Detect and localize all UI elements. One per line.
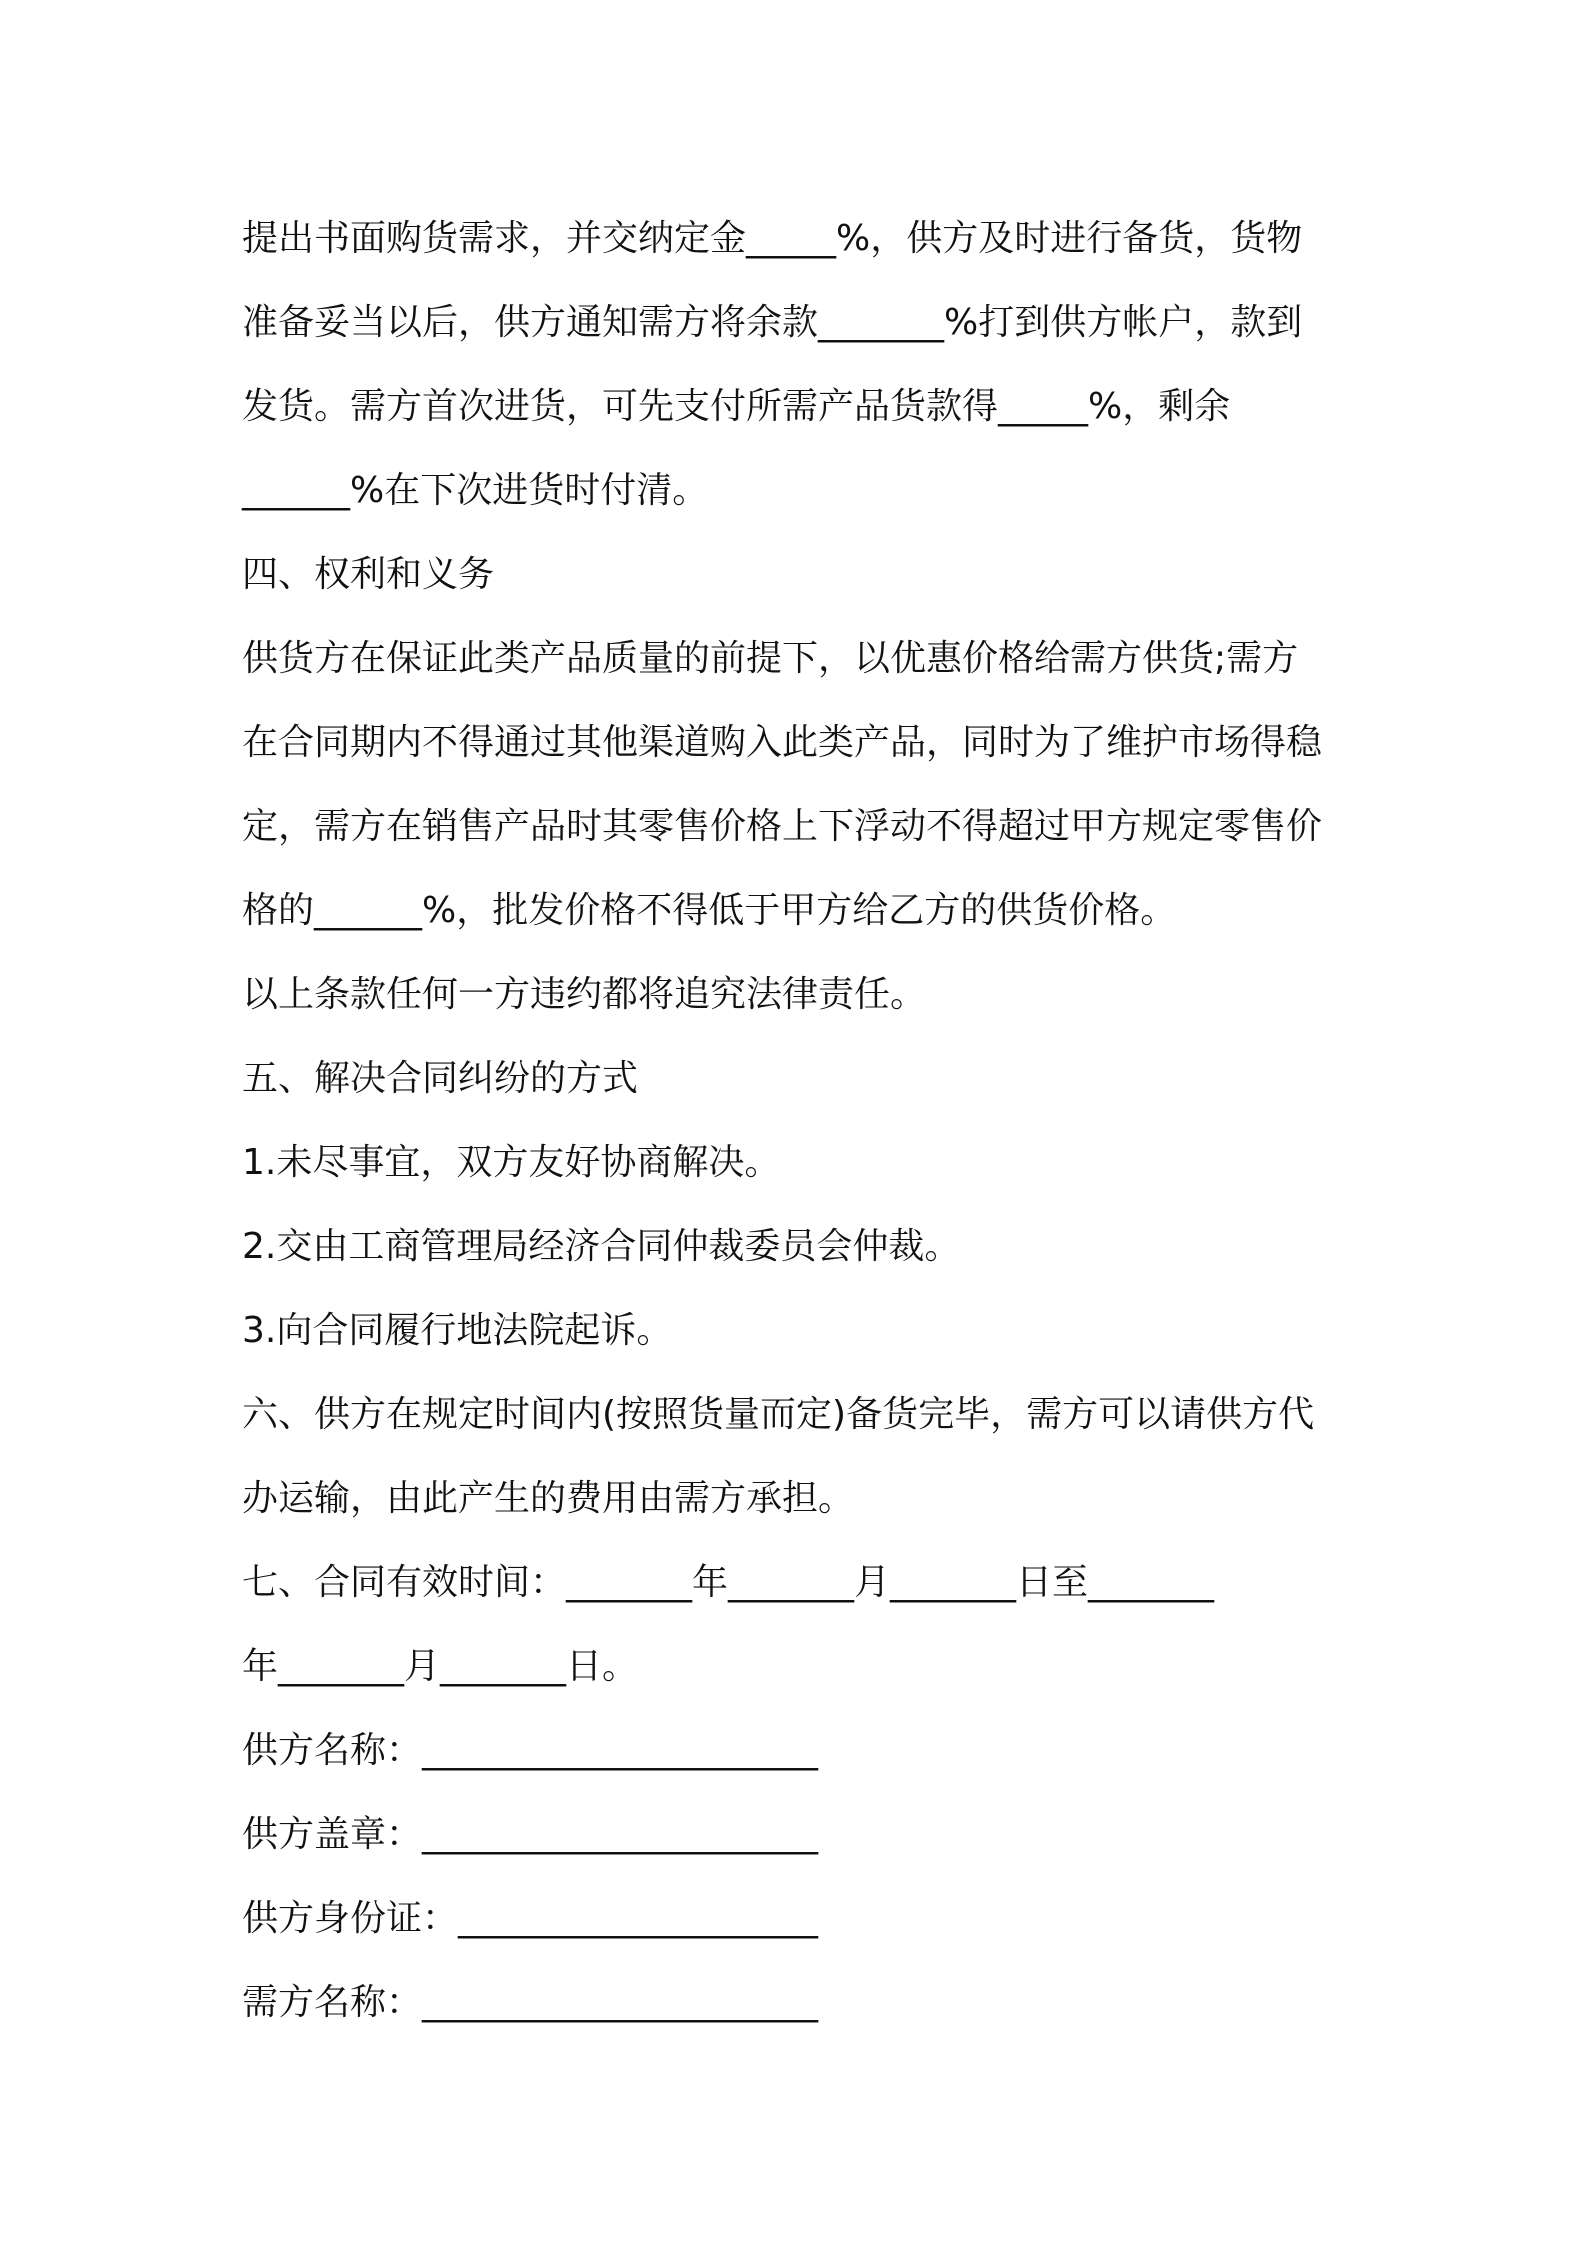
paragraph-line: 格的______%，批发价格不得低于甲方给乙方的供货价格。 [242, 890, 1177, 931]
section-heading-transport: 六、供方在规定时间内(按照货量而定)备货完毕，需方可以请供方代 [242, 1394, 1315, 1435]
list-item: 3.向合同履行地法院起诉。 [242, 1310, 673, 1351]
paragraph-line: ______%在下次进货时付清。 [242, 470, 709, 511]
paragraph-line: 定，需方在销售产品时其零售价格上下浮动不得超过甲方规定零售价 [242, 806, 1323, 847]
paragraph-line: 发货。需方首次进货，可先支付所需产品货款得_____%，剩余 [242, 386, 1231, 427]
signature-field-supplier-name: 供方名称：______________________ [242, 1730, 819, 1771]
signature-field-supplier-seal: 供方盖章：______________________ [242, 1814, 819, 1855]
paragraph-line: 以上条款任何一方违约都将追究法律责任。 [242, 974, 927, 1015]
document-body [242, 197, 1352, 2045]
paragraph-line: 年_______月_______日。 [242, 1646, 639, 1687]
signature-field-supplier-id: 供方身份证：____________________ [242, 1898, 819, 1939]
section-heading-disputes: 五、解决合同纠纷的方式 [242, 1058, 639, 1099]
paragraph-line: 在合同期内不得通过其他渠道购入此类产品，同时为了维护市场得稳 [242, 722, 1323, 763]
paragraph-line: 供货方在保证此类产品质量的前提下，以优惠价格给需方供货;需方 [242, 638, 1299, 679]
paragraph-line: 办运输，由此产生的费用由需方承担。 [242, 1478, 855, 1519]
signature-field-buyer-name: 需方名称：______________________ [242, 1982, 819, 2023]
list-item: 2.交由工商管理局经济合同仲裁委员会仲裁。 [242, 1226, 961, 1267]
section-heading-validity: 七、合同有效时间：_______年_______月_______日至_______ [242, 1562, 1215, 1603]
section-heading-rights: 四、权利和义务 [242, 554, 495, 595]
paragraph-line: 提出书面购货需求，并交纳定金_____%，供方及时进行备货，货物 [242, 218, 1303, 259]
list-item: 1.未尽事宜，双方友好协商解决。 [242, 1142, 781, 1183]
paragraph-line: 准备妥当以后，供方通知需方将余款_______%打到供方帐户，款到 [242, 302, 1303, 343]
